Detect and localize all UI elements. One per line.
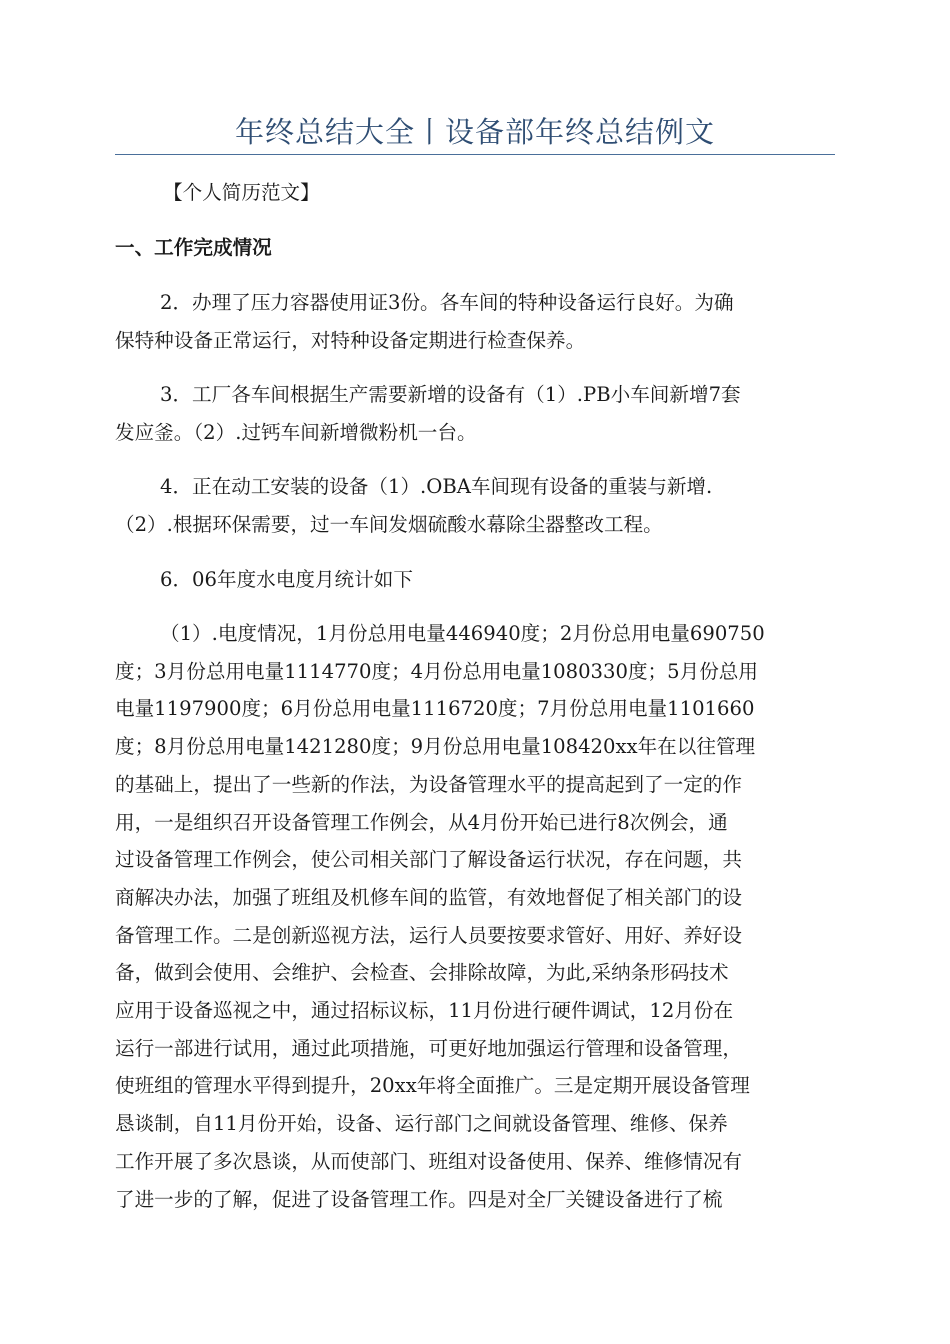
title-underline <box>115 154 835 155</box>
text-line: （1）.电度情况，1月份总用电量446940度；2月份总用电量690750 <box>160 622 765 645</box>
text-line: 了进一步的了解，促进了设备管理工作。四是对全厂关键设备进行了梳 <box>115 1187 723 1211</box>
paragraph-item-3 <box>115 376 835 451</box>
text-line: 2．办理了压力容器使用证3份。各车间的特种设备运行良好。为确 <box>160 291 734 314</box>
paragraph-item-4 <box>115 468 835 543</box>
text-line: 商解决办法，加强了班组及机修车间的监管，有效地督促了相关部门的设 <box>115 885 742 909</box>
paragraph-item-6 <box>115 561 835 599</box>
resume-tag <box>163 174 883 212</box>
section-heading <box>115 229 835 267</box>
text-line: 4．正在动工安装的设备（1）.OBA车间现有设备的重装与新增. <box>160 475 713 498</box>
text-line: 发应釜。（2）.过钙车间新增微粉机一台。 <box>115 420 477 444</box>
text-line: 的基础上，提出了一些新的作法，为设备管理水平的提高起到了一定的作 <box>115 772 742 796</box>
text-line: 使班组的管理水平得到提升，20xx年将全面推广。三是定期开展设备管理 <box>115 1074 750 1098</box>
text-line: 过设备管理工作例会，使公司相关部门了解设备运行状况，存在问题，共 <box>115 848 742 872</box>
text-line: 3．工厂各车间根据生产需要新增的设备有（1）.PB小车间新增7套 <box>160 383 741 406</box>
document-title: 年终总结大全丨设备部年终总结例文 <box>234 115 715 149</box>
paragraph-body <box>115 615 835 1218</box>
text-line: 备管理工作。二是创新巡视方法，运行人员要按要求管好、用好、养好设 <box>115 923 742 947</box>
text-line: 用，一是组织召开设备管理工作例会，从4月份开始已进行8次例会，通 <box>115 810 728 834</box>
paragraph-item-2 <box>115 284 835 359</box>
text-line: 工作开展了多次恳谈，从而使部门、班组对设备使用、保养、维修情况有 <box>115 1149 742 1173</box>
text-line: （2）.根据环保需要，过一车间发烟硫酸水幕除尘器整改工程。 <box>115 512 663 536</box>
text-line: 备，做到会使用、会维护、会检查、会排除故障，为此,采纳条形码技术 <box>115 961 729 985</box>
text-line: 度；8月份总用电量1421280度；9月份总用电量108420xx年在以往管理 <box>115 735 756 759</box>
resume-tag-text: 【个人简历范文】 <box>163 181 320 204</box>
section-heading-text: 一、工作完成情况 <box>115 236 272 259</box>
text-line: 度；3月份总用电量1114770度；4月份总用电量1080330度；5月份总用 <box>115 659 758 683</box>
text-line: 保特种设备正常运行，对特种设备定期进行检查保养。 <box>115 328 586 352</box>
text-line: 运行一部进行试用，通过此项措施，可更好地加强运行管理和设备管理， <box>115 1036 742 1060</box>
text-line: 恳谈制，自11月份开始，设备、运行部门之间就设备管理、维修、保养 <box>115 1112 728 1136</box>
text-line: 6．06年度水电度月统计如下 <box>160 568 413 591</box>
text-line: 应用于设备巡视之中，通过招标议标，11月份进行硬件调试，12月份在 <box>115 999 734 1023</box>
text-line: 电量1197900度；6月份总用电量1116720度；7月份总用电量1101660 <box>115 697 755 721</box>
